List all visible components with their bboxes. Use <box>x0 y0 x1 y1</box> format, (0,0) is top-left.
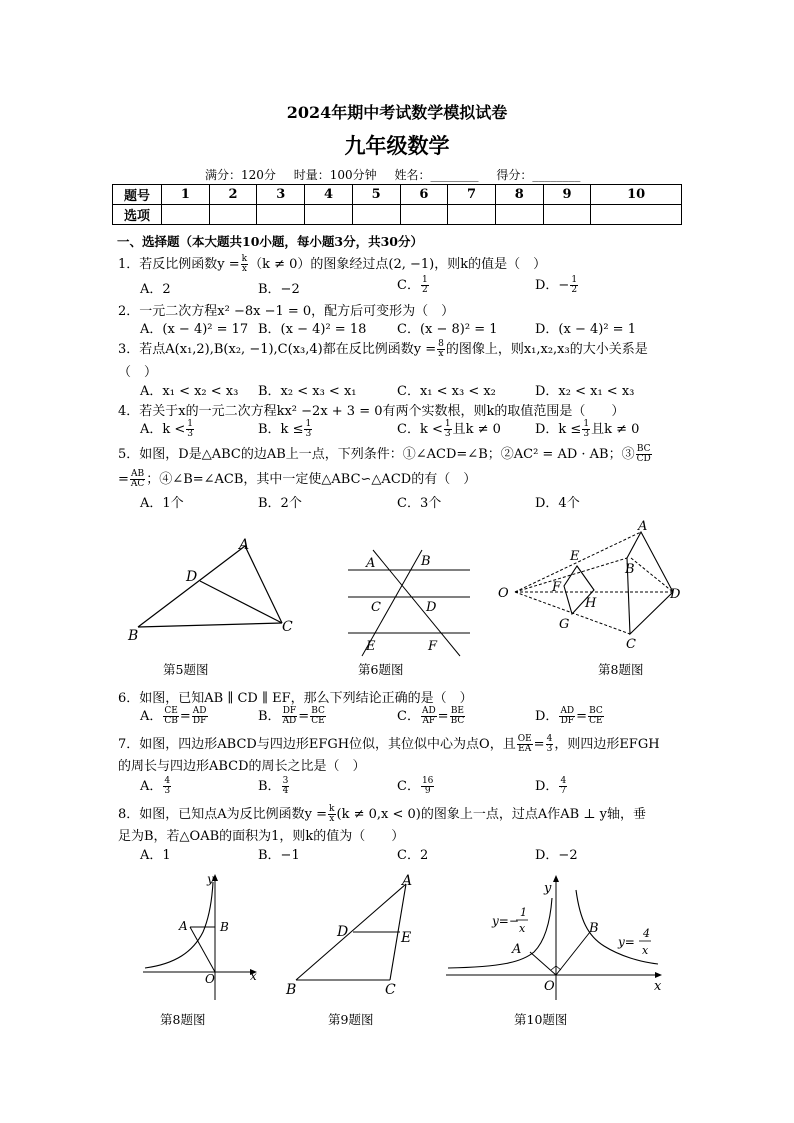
q4-option-d[interactable]: D．k ≤ $\frac{1}{3}$ 且k ≠ 0 <box>535 419 640 439</box>
figure-6 <box>340 548 475 658</box>
fig10-func2: y= <box>618 935 635 949</box>
fig6-label-b: B <box>421 554 431 569</box>
q2-option-b[interactable]: B．(x − 4)² = 18 <box>258 322 367 337</box>
table-cell: 5 <box>352 185 400 205</box>
fig9-label-e: E <box>401 930 412 946</box>
fig6-label-f: F <box>428 639 438 654</box>
fig10-caption: 第10题图 <box>514 1012 568 1027</box>
fig10-func2-den: x <box>642 944 649 957</box>
fig9-label-b: B <box>286 982 297 998</box>
q3-option-d[interactable]: D．x₂ < x₁ < x₃ <box>535 384 635 399</box>
question-3-stem: 3．若点A(x₁,2),B(x₂, −1),C(x₃,4)都在反比例函数y = $\frac{8}{x}$ 的图像上，则x₁,x₂,x₃的大小关系是 <box>118 339 648 359</box>
question-2-stem: 2．一元二次方程x² −8x −1 = 0，配方后可变形为（ ） <box>118 304 455 319</box>
fig8a-caption: 第8题图 <box>598 662 644 677</box>
question-3-paren: （ ） <box>118 365 158 380</box>
q2-option-a[interactable]: A．(x − 4)² = 17 <box>140 322 249 337</box>
answer-cell[interactable] <box>448 205 496 225</box>
fig8a-label-f: F <box>552 580 562 595</box>
fraction: $\frac{k}{x}$ <box>241 254 248 274</box>
table-row <box>113 205 682 225</box>
table-header-cell: 题号 <box>113 185 162 205</box>
fig10-func1-num: 1 <box>520 906 527 919</box>
table-cell: 6 <box>400 185 448 205</box>
name-field[interactable]: 姓名：________ <box>394 168 479 182</box>
fig9-label-d: D <box>337 924 349 940</box>
q5-option-d[interactable]: D．4个 <box>535 496 580 511</box>
fig5-label-a: A <box>239 537 250 553</box>
figure-10 <box>442 870 672 1005</box>
fig10-label-a: A <box>512 942 522 957</box>
q1-option-c[interactable]: C． $\frac{1}{2}$ <box>397 275 428 295</box>
q5-option-b[interactable]: B．2个 <box>258 496 302 511</box>
answer-cell[interactable] <box>543 205 591 225</box>
table-cell: 3 <box>257 185 305 205</box>
question-6-stem: 6．如图，已知AB ∥ CD ∥ EF，那么下列结论正确的是（ ） <box>118 691 473 706</box>
q8-option-b[interactable]: B．−1 <box>258 848 300 863</box>
fig6-label-e: E <box>366 639 376 654</box>
score-field[interactable]: 得分：________ <box>496 168 581 182</box>
fig8b-label-x: x <box>250 969 257 983</box>
q3-option-b[interactable]: B．x₂ < x₃ < x₁ <box>258 384 357 399</box>
fig6-label-c: C <box>371 600 381 615</box>
q4-option-a[interactable]: A．k < $\frac{1}{3}$ <box>140 419 194 439</box>
fig5-caption: 第5题图 <box>163 662 209 677</box>
fig10-label-b: B <box>589 921 599 936</box>
q6-option-d[interactable]: D． $\frac{AD}{DF}$ = $\frac{BC}{CE}$ <box>535 706 603 726</box>
fig8b-label-a: A <box>179 919 188 933</box>
q7-option-d[interactable]: D． $\frac{4}{7}$ <box>535 776 567 796</box>
answer-cell[interactable] <box>352 205 400 225</box>
table-cell: 4 <box>305 185 353 205</box>
answer-table <box>112 184 682 225</box>
fig10-func1: y=− <box>492 914 519 928</box>
question-7-stem: 7．如图，四边形ABCD与四边形EFGH位似，其位似中心为点O，且 $\frac{OE}{EA}$ = $\frac{4}{3}$ ，则四边形EFGH <box>118 734 660 754</box>
fig8b-caption: 第8题图 <box>160 1012 206 1027</box>
full-marks: 满分：120分 <box>205 168 276 182</box>
question-8-stem-cont: 足为B，若△OAB的面积为1，则k的值为（ ） <box>118 829 405 844</box>
q2-option-c[interactable]: C．(x − 8)² = 1 <box>397 322 498 337</box>
fig10-func2-num: 4 <box>643 927 650 940</box>
fig6-caption: 第6题图 <box>358 662 404 677</box>
question-1-stem: 1．若反比例函数y = $\frac{k}{x}$ （k ≠ 0）的图象经过点(2, −1)，则k的值是（ ） <box>118 254 547 274</box>
answer-cell[interactable] <box>495 205 543 225</box>
answer-cell[interactable] <box>209 205 257 225</box>
q1-option-b[interactable]: B．−2 <box>258 282 300 297</box>
fig9-label-a: A <box>402 873 413 889</box>
fig10-label-y: y <box>544 881 552 896</box>
q4-option-b[interactable]: B．k ≤ $\frac{1}{3}$ <box>258 419 312 439</box>
question-8-stem: 8．如图，已知点A为反比例函数y = $\frac{k}{x}$ (k ≠ 0,x < 0)的图象上一点，过点A作AB ⊥ y轴，垂 <box>118 804 647 824</box>
fig10-label-x: x <box>654 979 662 994</box>
question-5-stem: 5．如图，D是△ABC的边AB上一点，下列条件：①∠ACD=∠B；②AC² = AD · AB；③ $\frac{BC}{CD}$ <box>118 444 651 464</box>
q7-option-b[interactable]: B． $\frac{3}{4}$ <box>258 776 289 796</box>
q6-option-c[interactable]: C． $\frac{AD}{AF}$ = $\frac{BE}{BC}$ <box>397 706 465 726</box>
fig8a-label-a: A <box>638 519 648 534</box>
q3-option-c[interactable]: C．x₁ < x₃ < x₂ <box>397 384 496 399</box>
answer-cell[interactable] <box>162 205 210 225</box>
table-row <box>113 185 682 205</box>
fig9-label-c: C <box>385 982 396 998</box>
fig8a-label-o: O <box>498 586 509 601</box>
table-cell: 9 <box>543 185 591 205</box>
q6-option-a[interactable]: A． $\frac{CE}{CB}$ = $\frac{AD}{DF}$ <box>140 706 207 726</box>
answer-cell[interactable] <box>257 205 305 225</box>
q6-option-b[interactable]: B． $\frac{DF}{AD}$ = $\frac{BC}{CE}$ <box>258 706 325 726</box>
q8-option-c[interactable]: C．2 <box>397 848 429 863</box>
question-7-stem-cont: 的周长与四边形ABCD的周长之比是（ ） <box>118 759 366 774</box>
figure-8a <box>495 518 685 653</box>
q7-option-c[interactable]: C． $\frac{16}{9}$ <box>397 776 434 796</box>
fig8a-label-e: E <box>570 549 580 564</box>
q1-option-d[interactable]: D．− $\frac{1}{2}$ <box>535 275 578 295</box>
table-cell: 10 <box>591 185 682 205</box>
answer-cell[interactable] <box>305 205 353 225</box>
fig8a-label-d: D <box>670 587 681 602</box>
q8-option-a[interactable]: A．1 <box>140 848 171 863</box>
figure-9 <box>282 872 427 1002</box>
exam-info <box>205 166 594 183</box>
exam-time: 时量：100分钟 <box>293 168 377 182</box>
fig8b-label-b: B <box>220 920 229 934</box>
table-cell: 7 <box>448 185 496 205</box>
fig9-caption: 第9题图 <box>328 1012 374 1027</box>
exam-title: 2024年期中考试数学模拟试卷 <box>286 103 508 122</box>
section-heading: 一、选择题（本大题共10小题，每小题3分，共30分） <box>117 234 423 249</box>
fig5-label-c: C <box>282 619 293 635</box>
figure-5 <box>120 530 300 645</box>
q8-option-d[interactable]: D．−2 <box>535 848 578 863</box>
q1-option-a[interactable]: A．2 <box>140 282 171 297</box>
q2-option-d[interactable]: D．(x − 4)² = 1 <box>535 322 636 337</box>
fig5-label-b: B <box>128 628 139 644</box>
q5-option-c[interactable]: C．3个 <box>397 496 442 511</box>
answer-cell[interactable] <box>400 205 448 225</box>
fig8a-label-c: C <box>626 637 636 652</box>
q3-option-a[interactable]: A．x₁ < x₂ < x₃ <box>140 384 239 399</box>
table-cell: 2 <box>209 185 257 205</box>
fig8b-label-y: y <box>207 872 214 886</box>
fig8a-label-b: B <box>625 562 635 577</box>
question-4-stem: 4．若关于x的一元二次方程kx² −2x + 3 = 0有两个实数根，则k的取值范围是（ ） <box>118 404 625 419</box>
answer-cell[interactable] <box>591 205 682 225</box>
fig5-label-d: D <box>186 569 198 585</box>
fig8a-label-h: H <box>585 596 597 611</box>
fig6-label-d: D <box>426 600 437 615</box>
table-cell: 1 <box>162 185 210 205</box>
fig8b-label-o: O <box>205 972 215 986</box>
table-header-cell: 选项 <box>113 205 162 225</box>
q5-option-a[interactable]: A．1个 <box>140 496 184 511</box>
q7-option-a[interactable]: A． $\frac{4}{3}$ <box>140 776 171 796</box>
question-5-stem-cont: = $\frac{AB}{AC}$ ；④∠B=∠ACB，其中一定使△ABC∽△ACD的有（ ） <box>118 469 477 489</box>
fig10-func1-den: x <box>519 922 526 935</box>
fig8a-label-g: G <box>559 617 570 632</box>
fig10-label-o: O <box>544 979 555 994</box>
table-cell: 8 <box>495 185 543 205</box>
q4-option-c[interactable]: C．k < $\frac{1}{3}$ 且k ≠ 0 <box>397 419 501 439</box>
fig6-label-a: A <box>366 556 376 571</box>
figure-8b <box>135 870 265 1005</box>
subject-title: 九年级数学 <box>344 133 450 158</box>
